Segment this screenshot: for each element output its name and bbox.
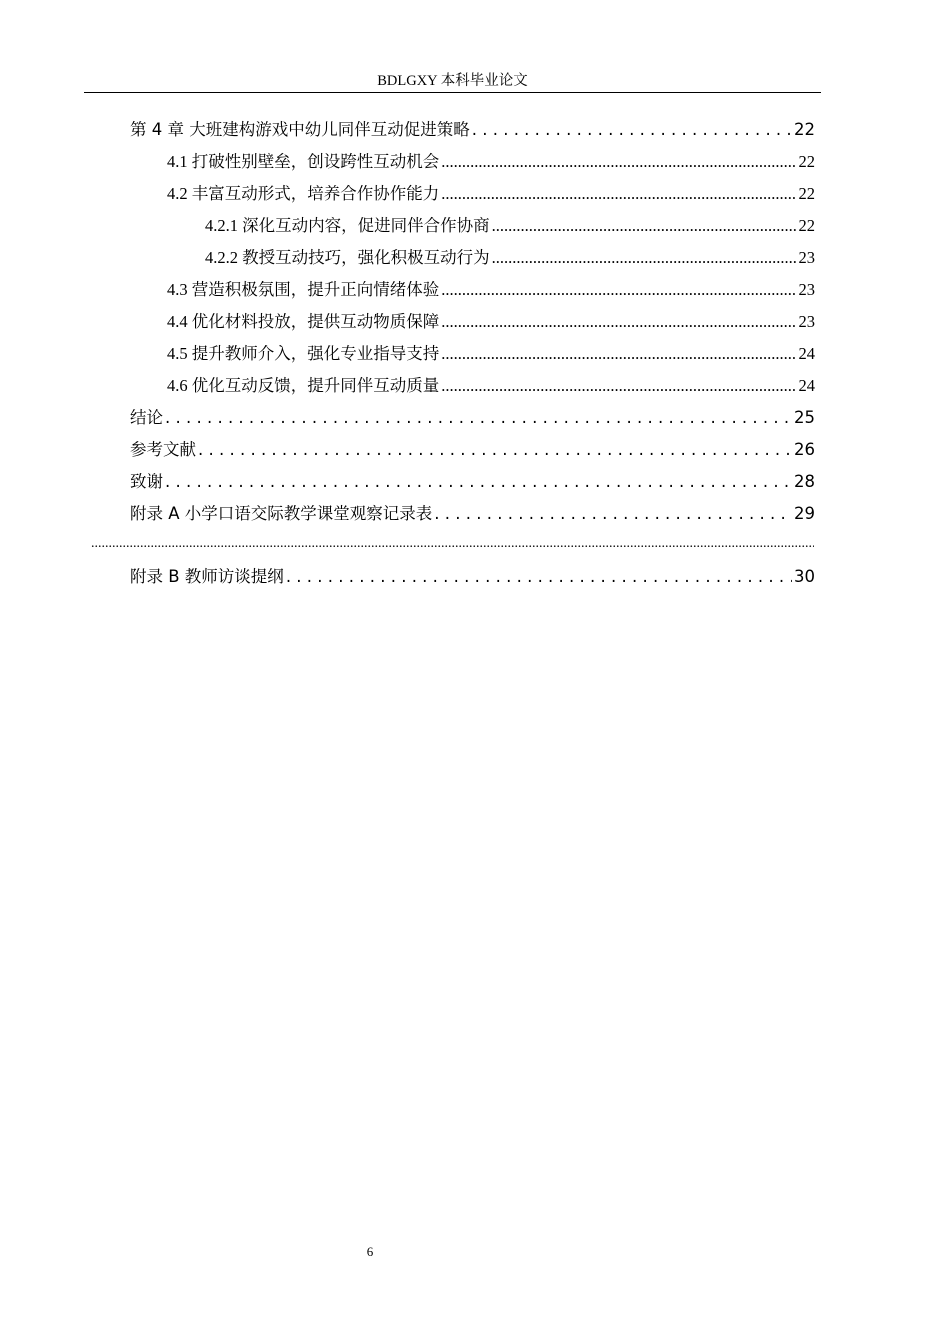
toc-leader [472,117,792,143]
toc-leader [441,309,796,335]
toc-entry-acknowledgements[interactable] [130,469,815,495]
toc-leader [492,245,797,271]
toc-entry-label: 4.3 营造积极氛围，提升正向情绪体验 [167,280,440,299]
toc-entry-page: 22 [798,216,815,235]
toc-entry-conclusion[interactable] [130,405,815,431]
toc-entry-4-6[interactable] [167,373,815,399]
toc-entry-page: 22 [798,152,815,171]
toc-entry-label: 第 4 章 大班建构游戏中幼儿同伴互动促进策略 [130,120,470,139]
toc-entry-label: 结论 [130,408,163,427]
page-number: 6 [366,1244,374,1259]
toc-entry-4-1[interactable] [167,149,815,175]
toc-leader [434,501,792,527]
toc-entry-label: 4.4 优化材料投放，提供互动物质保障 [167,312,440,331]
toc-entry-references[interactable] [130,437,815,463]
toc-entry-page: 24 [798,344,815,363]
toc-entry-label: 附录 A 小学口语交际教学课堂观察记录表 [130,504,433,523]
toc-entry-4-2[interactable] [167,181,815,207]
dotted-separator-line [91,534,814,554]
toc-entry-appendix-a[interactable] [130,501,815,527]
toc-entry-label: 4.1 打破性别壁垒，创设跨性互动机会 [167,152,440,171]
toc-entry-page: 22 [798,184,815,203]
toc-entry-page: 23 [798,248,815,267]
toc-entry-label: 4.2 丰富互动形式，培养合作协作能力 [167,184,440,203]
toc-leader [441,181,796,207]
page-footer [0,1244,740,1260]
toc-entry-page: 28 [794,472,815,491]
toc-leader [441,341,796,367]
toc-leader [198,437,792,463]
toc-entry-label: 4.6 优化互动反馈，提升同伴互动质量 [167,376,440,395]
toc-entry-page: 23 [798,312,815,331]
toc-leader [492,213,797,239]
toc-leader [286,564,792,590]
toc-leader [441,277,796,303]
toc-entry-4-4[interactable] [167,309,815,335]
toc-leader [165,405,792,431]
toc-leader [165,469,792,495]
toc-entry-page: 29 [794,504,815,523]
toc-entry-4-5[interactable] [167,341,815,367]
header-title: BDLGXY 本科毕业论文 [377,73,528,89]
toc-entry-label: 4.2.1 深化互动内容，促进同伴合作协商 [205,216,490,235]
toc-entry-page: 22 [794,120,815,139]
toc-entry-label: 附录 B 教师访谈提纲 [130,567,284,586]
toc-entry-page: 23 [798,280,815,299]
toc-entry-page: 26 [794,440,815,459]
toc-entry-label: 4.2.2 教授互动技巧，强化积极互动行为 [205,248,490,267]
toc-entry-page: 30 [794,567,815,586]
toc-entry-4-3[interactable] [167,277,815,303]
toc-entry-page: 24 [798,376,815,395]
toc-entry-page: 25 [794,408,815,427]
toc-leader [441,149,796,175]
toc-leader [441,373,796,399]
toc-entry-4-2-1[interactable] [205,213,815,239]
toc-entry-chapter-4[interactable] [130,117,815,143]
page-header [84,70,821,93]
toc-entry-label: 4.5 提升教师介入，强化专业指导支持 [167,344,440,363]
toc-entry-label: 致谢 [130,472,163,491]
toc-entry-label: 参考文献 [130,440,196,459]
toc-entry-4-2-2[interactable] [205,245,815,271]
toc-entry-appendix-b[interactable] [130,564,815,590]
